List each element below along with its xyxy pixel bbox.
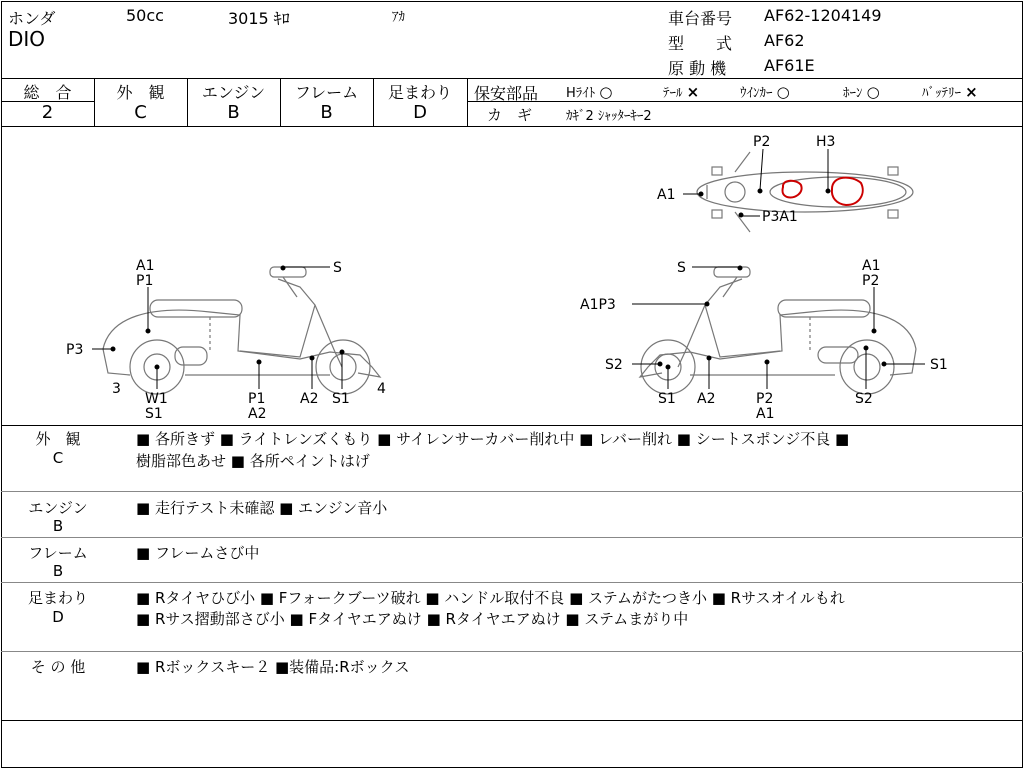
note-exterior-label: 外 観 [35,430,81,448]
diagram-label: S2 [605,357,623,373]
safety-winker-mark: ○ [776,83,790,101]
diagram-label: A1 [136,258,155,274]
diagram-label: P2 [756,391,774,407]
safety-mid-line [467,101,1023,102]
diagram-label: S2 [855,391,873,407]
diagram-label: A1 [862,258,881,274]
grade-total-value: 2 [41,102,54,123]
model-name: DIO [8,27,46,51]
displacement: 50cc [126,6,164,25]
note-suspension-label: 足まわり [27,589,88,607]
diagram-label: P2 [862,273,880,289]
safety-horn-mark: ○ [866,83,880,101]
damage-mark [832,178,863,205]
grade-top-line [1,78,1023,79]
notes-divider [1,582,1023,583]
diagram-label: S1 [332,391,350,407]
notes-top-line [1,425,1023,426]
safety-headlight [566,82,613,101]
grade-suspension-label: 足まわり [387,83,452,102]
grade-total-label: 総 合 [23,83,72,102]
safety-taillight [663,82,699,101]
safety-horn [843,82,880,101]
note-exterior-line: ■ 各所きず ■ ライトレンズくもり ■ サイレンサーカバー削れ中 ■ レバー削れ ■ シートスポンジ不良 ■ [136,430,850,448]
diagram-label: A2 [697,391,716,407]
diagram-label: A1 [756,406,775,422]
note-exterior-grade: C [52,449,64,467]
grade-engine-value: B [227,102,240,123]
diagram-label: A2 [248,406,267,422]
safety-horn-label: ﾎｰﾝ [843,86,863,101]
note-engine-label: エンジン [28,499,88,517]
diagram-label: S [333,260,342,276]
safety-headlight-label: Hﾗｲﾄ [566,86,596,101]
note-frame-line: ■ フレームさび中 [136,544,260,562]
notes-bottom-line [1,720,1023,721]
diagram-label: P1 [136,273,154,289]
diagram-label: 4 [377,381,386,397]
grade-exterior-label: 外 観 [116,83,165,102]
grade-engine-label: エンジン [201,83,266,102]
note-engine-grade: B [52,517,64,535]
engine-value: AF61E [764,56,815,75]
diagram-label: S1 [658,391,676,407]
safety-battery-label: ﾊﾞｯﾃﾘｰ [922,86,961,101]
note-frame-label: フレーム [28,544,88,562]
key-label: カ ギ [487,106,533,124]
note-engine-line: ■ 走行テスト未確認 ■ エンジン音小 [136,499,388,517]
note-other-line: ■ Rボックスキー２ ■装備品:Rボックス [136,658,410,676]
note-suspension-line: ■ Rタイヤひび小 ■ Fフォークブーツ破れ ■ ハンドル取付不良 ■ ステムがたつき小 ■ Rサスオイルもれ [136,589,845,607]
diagram-label: P3A1 [762,209,798,225]
note-frame-grade: B [52,562,64,580]
grade-frame-label: フレーム [294,83,359,102]
diagram-label: A2 [300,391,319,407]
key-value: ｶｷﾞ2 ｼｬｯﾀｰｷｰ2 [566,109,652,124]
maker: ホンダ [8,9,56,28]
diagram-label: A1P3 [580,297,616,313]
safety-winker-label: ｳｲﾝｶｰ [740,86,773,101]
frame-no-label: 車台番号 [668,9,733,28]
note-suspension-line: ■ Rサス摺動部さび小 ■ Fタイヤエアぬけ ■ Rタイヤエアぬけ ■ ステムまがり中 [136,610,689,628]
diagram-label: P3 [66,342,84,358]
frame-no-value: AF62-1204149 [764,6,882,25]
safety-headlight-mark: ○ [599,83,613,101]
safety-winker [740,82,790,101]
diagram-label: S1 [145,406,163,422]
safety-taillight-label: ﾃｰﾙ [663,86,683,101]
grade-divider [467,78,468,126]
grade-suspension-value: D [413,102,427,123]
engine-label: 原 動 機 [668,59,727,78]
mileage: 3015 ｷﾛ [228,9,290,28]
type-label: 型 式 [668,34,733,53]
grade-exterior-value: C [134,102,147,123]
damage-diagram [0,127,1024,425]
note-suspension-grade: D [52,608,64,626]
notes-divider [1,491,1023,492]
notes-divider [1,651,1023,652]
diagram-label: S1 [930,357,948,373]
type-value: AF62 [764,31,805,50]
diagram-label: P1 [248,391,266,407]
diagram-label: A1 [657,187,676,203]
color: ｱｶ [392,10,405,25]
note-exterior-line: 樹脂部色あせ ■ 各所ペイントはげ [136,452,370,470]
diagram-label: P2 [753,134,771,150]
safety-title: 保安部品 [474,84,539,103]
damage-mark [782,181,801,198]
note-other-label: そ の 他 [30,658,86,676]
safety-battery-mark: × [965,83,978,101]
top-view-sketch [697,152,913,232]
diagram-label: S [677,260,686,276]
safety-battery [922,82,978,101]
grade-frame-value: B [320,102,333,123]
notes-divider [1,537,1023,538]
diagram-label: W1 [145,391,168,407]
diagram-label: 3 [112,381,121,397]
safety-taillight-mark: × [686,83,700,101]
diagram-label: H3 [816,134,836,150]
